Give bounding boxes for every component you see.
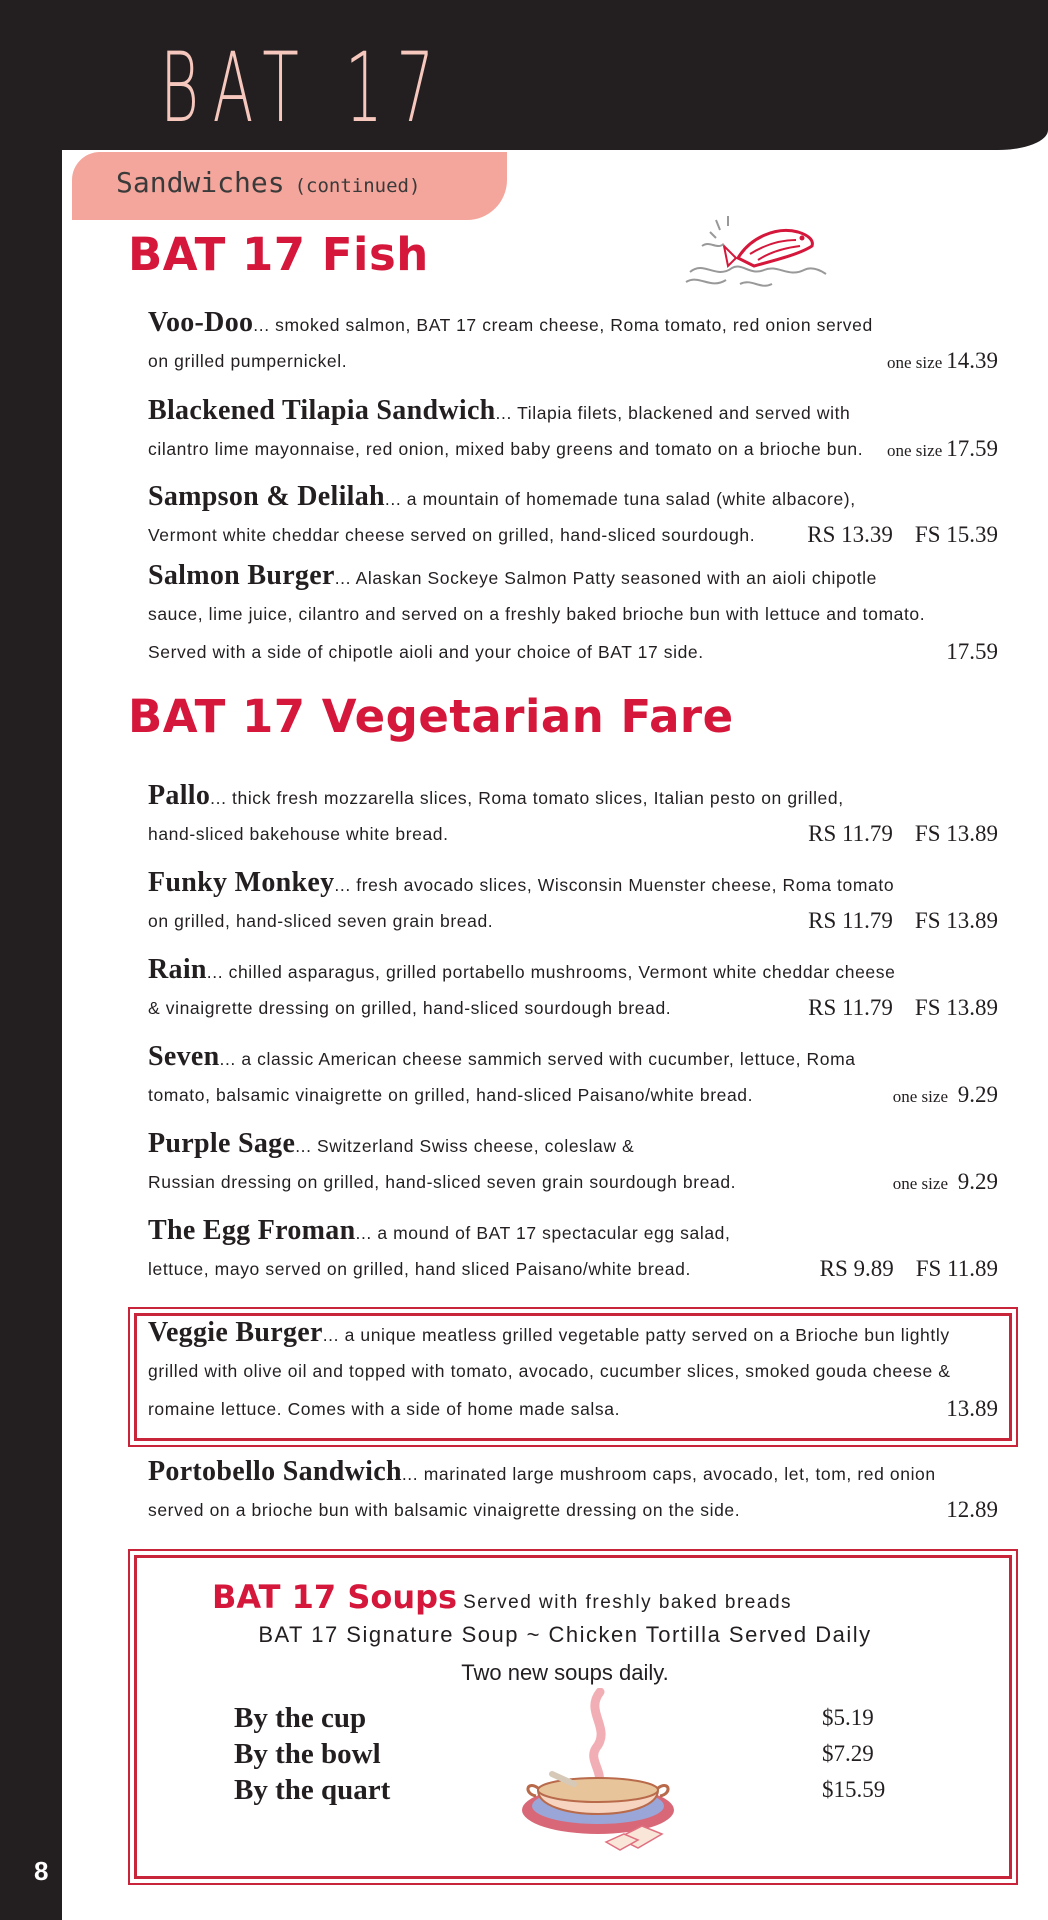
item-desc: ... Switzerland Swiss cheese, coleslaw &: [295, 1136, 635, 1156]
soups-subheading: Served with freshly baked breads: [463, 1592, 793, 1613]
size-label: one size: [887, 353, 943, 372]
item-price-block: [946, 633, 998, 671]
item-desc: ... fresh avocado slices, Wisconsin Muenster cheese, Roma tomato: [334, 875, 895, 895]
item-price: 14.39: [946, 348, 998, 373]
item-price-block: [808, 989, 998, 1027]
fs-price: FS 11.89: [915, 1256, 998, 1281]
item-desc: ... a mound of BAT 17 spectacular egg salad,: [355, 1223, 731, 1243]
menu-item-funky-monkey: [148, 864, 998, 940]
menu-item-purple-sage: [148, 1125, 998, 1201]
item-desc: ... smoked salmon, BAT 17 cream cheese, Roma tomato, red onion served: [253, 315, 873, 335]
rs-price: RS 11.79: [808, 995, 893, 1020]
item-price-block: [820, 1250, 998, 1288]
item-name: Sampson & Delilah: [148, 481, 385, 512]
item-desc: on grilled, hand-sliced seven grain bread.: [148, 911, 494, 931]
item-desc: hand-sliced bakehouse white bread.: [148, 824, 449, 844]
item-price: 12.89: [946, 1497, 998, 1522]
item-desc: Served with a side of chipotle aioli and your choice of BAT 17 side.: [148, 642, 704, 662]
page-number: 8: [34, 1856, 49, 1886]
menu-item-pallo: [148, 777, 998, 853]
item-name: Purple Sage: [148, 1128, 296, 1159]
item-price: 17.59: [946, 436, 998, 461]
item-price: 9.29: [957, 1082, 998, 1107]
item-desc: grilled with olive oil and topped with tomato, avocado, cucumber slices, smoked gouda cheese &: [148, 1361, 951, 1381]
menu-item-portobello-sandwich: [148, 1453, 998, 1529]
rs-price: RS 11.79: [808, 908, 893, 933]
item-desc: sauce, lime juice, cilantro and served on a freshly baked brioche bun with lettuce and tomato.: [148, 604, 926, 624]
soups-heading: BAT 17 Soups: [212, 1578, 458, 1616]
item-desc: on grilled pumpernickel.: [148, 351, 348, 371]
item-price-block: [893, 1163, 998, 1201]
soup-size-price: $5.19: [822, 1705, 874, 1730]
menu-item-voo-doo: [148, 304, 998, 380]
menu-item-blackened-tilapia: [148, 392, 998, 468]
item-desc: & vinaigrette dressing on grilled, hand-sliced sourdough bread.: [148, 998, 672, 1018]
item-name: The Egg Froman: [148, 1215, 356, 1246]
vegetarian-heading: BAT 17 Vegetarian Fare: [128, 690, 734, 743]
fish-heading: BAT 17 Fish: [128, 228, 429, 281]
daily-soups-note: Two new soups daily.: [461, 1660, 669, 1685]
item-name: Pallo: [148, 780, 211, 811]
item-desc: ... thick fresh mozzarella slices, Roma tomato slices, Italian pesto on grilled,: [210, 788, 844, 808]
item-desc: cilantro lime mayonnaise, red onion, mixed baby greens and tomato on a brioche bun.: [148, 439, 864, 459]
signature-soup: BAT 17 Signature Soup ~ Chicken Tortilla Served Daily: [258, 1622, 872, 1647]
header-band: [0, 0, 1048, 150]
soup-size-price: $7.29: [822, 1741, 874, 1766]
item-desc: ... marinated large mushroom caps, avocado, let, tom, red onion: [401, 1464, 936, 1484]
item-price-block: [893, 1076, 998, 1114]
menu-item-rain: [148, 951, 998, 1027]
soups-title-row: [212, 1578, 792, 1616]
item-name: Voo-Doo: [148, 307, 254, 338]
item-desc: served on a brioche bun with balsamic vinaigrette dressing on the side.: [148, 1500, 741, 1520]
item-desc: ... a mountain of homemade tuna salad (white albacore),: [384, 489, 856, 509]
item-desc: romaine lettuce. Comes with a side of home made salsa.: [148, 1399, 621, 1419]
item-name: Rain: [148, 954, 207, 985]
item-name: Blackened Tilapia Sandwich: [148, 395, 496, 426]
size-label: one size: [892, 1087, 948, 1106]
section-subtitle: (continued): [294, 175, 421, 197]
item-desc: ... a classic American cheese sammich served with cucumber, lettuce, Roma: [219, 1049, 856, 1069]
fs-price: FS 13.89: [914, 995, 998, 1020]
item-name: Seven: [148, 1041, 220, 1072]
left-sidebar-band: [0, 0, 62, 1920]
item-desc: Vermont white cheddar cheese served on grilled, hand-sliced sourdough.: [148, 525, 756, 545]
menu-item-veggie-burger: [148, 1314, 998, 1428]
rs-price: RS 9.89: [819, 1256, 894, 1281]
item-price-block: [946, 1390, 998, 1428]
item-price-block: [808, 902, 998, 940]
fs-price: FS 13.89: [914, 821, 998, 846]
item-desc: ... a unique meatless grilled vegetable patty served on a Brioche bun lightly: [322, 1325, 950, 1345]
rs-price: RS 13.39: [807, 522, 893, 547]
item-price: 17.59: [946, 639, 998, 664]
item-price: 13.89: [946, 1396, 998, 1421]
soup-bowl-illustration-icon: [508, 1688, 688, 1863]
menu-item-salmon-burger: [148, 557, 998, 671]
item-price-block: [808, 815, 998, 853]
item-desc: tomato, balsamic vinaigrette on grilled, hand-sliced Paisano/white bread.: [148, 1085, 754, 1105]
item-desc: ... chilled asparagus, grilled portabello mushrooms, Vermont white cheddar cheese: [206, 962, 896, 982]
soup-size-label: By the quart: [234, 1774, 391, 1806]
rs-price: RS 11.79: [808, 821, 893, 846]
soup-size-price: $15.59: [822, 1777, 886, 1802]
brand-logo: BAT 17: [160, 32, 448, 144]
section-title: Sandwiches: [116, 166, 285, 199]
item-price: 9.29: [957, 1169, 998, 1194]
item-price-block: [946, 1491, 998, 1529]
item-price-block: [807, 516, 998, 554]
soup-size-label: By the bowl: [234, 1738, 381, 1770]
size-label: one size: [887, 441, 943, 460]
menu-item-egg-froman: [148, 1212, 998, 1288]
item-price-block: [887, 430, 998, 468]
menu-item-sampson-delilah: [148, 478, 998, 554]
soup-size-label: By the cup: [234, 1702, 367, 1734]
item-desc: Russian dressing on grilled, hand-sliced seven grain sourdough bread.: [148, 1172, 737, 1192]
fish-illustration-icon: [680, 210, 830, 296]
size-label: one size: [892, 1174, 948, 1193]
item-desc: lettuce, mayo served on grilled, hand sliced Paisano/white bread.: [148, 1259, 691, 1279]
section-tab: [72, 152, 507, 220]
item-name: Veggie Burger: [148, 1317, 323, 1348]
item-price-block: [887, 342, 998, 380]
item-name: Funky Monkey: [148, 867, 335, 898]
fs-price: FS 13.89: [914, 908, 998, 933]
menu-item-seven: [148, 1038, 998, 1114]
fs-price: FS 15.39: [914, 522, 998, 547]
item-desc: ... Tilapia filets, blackened and served with: [495, 403, 851, 423]
item-name: Salmon Burger: [148, 560, 335, 591]
item-desc: ... Alaskan Sockeye Salmon Patty seasoned with an aioli chipotle: [334, 568, 877, 588]
item-name: Portobello Sandwich: [148, 1456, 402, 1487]
